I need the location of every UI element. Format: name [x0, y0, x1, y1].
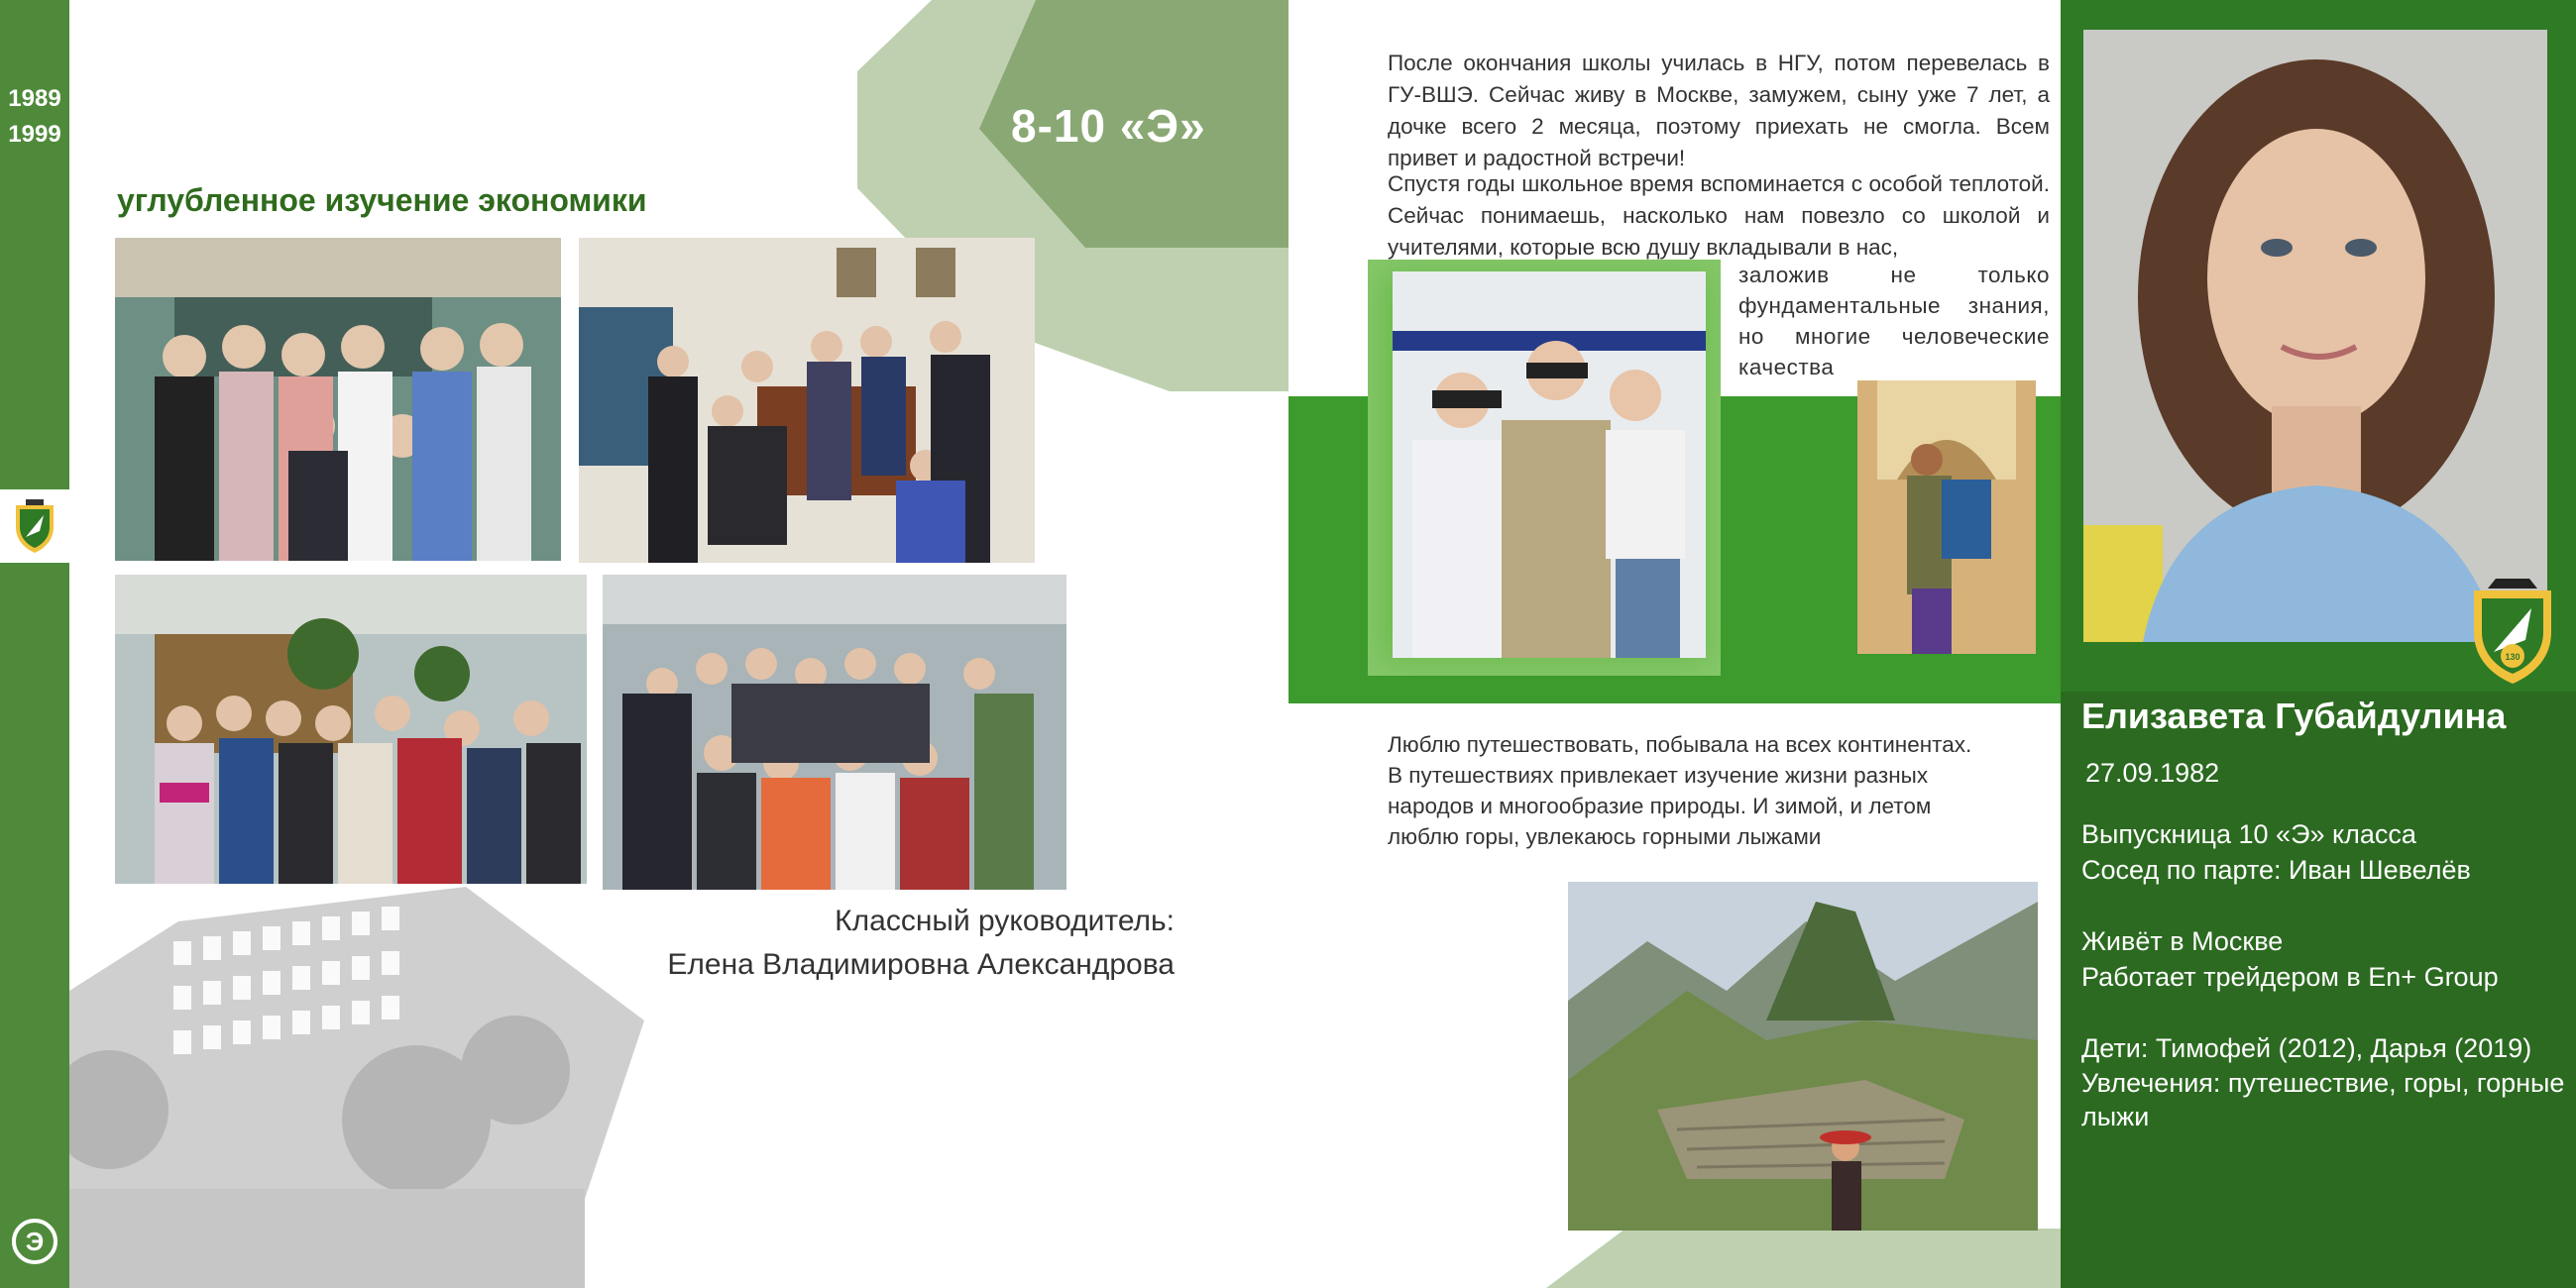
- portrait-photo: [2083, 30, 2547, 642]
- left-strip: [0, 0, 69, 1288]
- hobbies-info-line-2: лыжи: [2081, 1102, 2150, 1131]
- birth-date: 27.09.1982: [2085, 758, 2220, 788]
- story-paragraph-1: После окончания школы училась в НГУ, потом перевелась в ГУ-ВШЭ. Сейчас живу в Москве, замужем, сыну уже 7 лет, а дочке всего 2 месяца, поэтому приехать не смогла. Всем привет и радостной встречи!: [1388, 51, 2050, 170]
- class-photo-1: [115, 238, 561, 561]
- story-paragraph-3: заложив не только фундаментальные знания, но многие человеческие качества: [1738, 263, 2050, 379]
- crest-icon: [12, 497, 57, 555]
- class-title: 8-10 «Э»: [1011, 100, 1206, 152]
- class-photo-2: [579, 238, 1035, 563]
- sage-bottom-shape: [1546, 1229, 2062, 1288]
- anniversary-crest-icon: [2468, 575, 2557, 686]
- anniversary-crest: [2468, 575, 2557, 686]
- travel-line-4: люблю горы, увлекаюсь горными лыжами: [1388, 824, 1822, 849]
- teacher-label: Классный руководитель:: [835, 905, 1175, 937]
- work-info: Работает трейдером в En+ Group: [2081, 962, 2499, 992]
- class-photo-4: [603, 575, 1066, 890]
- travel-text: [1388, 729, 2062, 852]
- class-teacher: [667, 900, 1175, 987]
- hobbies-info-line-1: Увлечения: путешествие, горы, горные: [2081, 1068, 2565, 1098]
- travel-photo-morocco: [1857, 380, 2036, 654]
- family-photo: [1393, 271, 1706, 658]
- ground-silhouette: [69, 1189, 585, 1288]
- years-range: [0, 81, 69, 153]
- year-start: 1989: [8, 85, 61, 112]
- travel-line-1: Люблю путешествовать, побывала на всех континентах.: [1388, 732, 1972, 757]
- class-photo-3: [115, 575, 587, 884]
- edition-logo: Э: [12, 1219, 57, 1264]
- person-name: Елизавета Губайдулина: [2081, 696, 2507, 736]
- crest-number: 130: [2505, 652, 2520, 662]
- travel-line-3: народов и многообразие природы. И зимой, и летом: [1388, 794, 1932, 818]
- teacher-name: Елена Владимировна Александрова: [667, 948, 1175, 981]
- subject-heading: углубленное изучение экономики: [117, 182, 647, 218]
- graduate-info: Выпускница 10 «Э» класса: [2081, 819, 2416, 849]
- lives-info: Живёт в Москве: [2081, 926, 2284, 956]
- travel-line-2: В путешествиях привлекает изучение жизни разных: [1388, 763, 1929, 788]
- machu-picchu-photo: [1568, 882, 2038, 1231]
- deskmate-info: Сосед по парте: Иван Шевелёв: [2081, 855, 2471, 885]
- school-crest-small: [0, 489, 69, 563]
- children-info: Дети: Тимофей (2012), Дарья (2019): [2081, 1033, 2532, 1063]
- year-end: 1999: [8, 121, 61, 148]
- story-paragraph-2: Спустя годы школьное время вспоминается с особой теплотой. Сейчас понимаешь, насколько нам повезло со школой и учителями, которые всю душу вкладывали в нас,: [1388, 171, 2050, 260]
